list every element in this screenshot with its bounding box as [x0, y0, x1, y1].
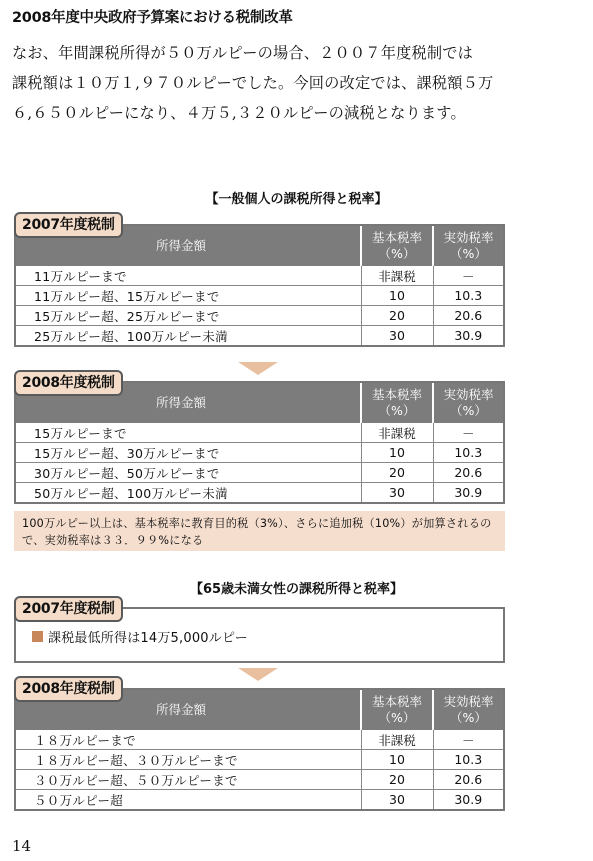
effective-rate-cell: － [433, 423, 503, 443]
column-header-income: 所得金額 [16, 226, 361, 266]
column-header-base-rate: 基本税率 （%） [361, 226, 433, 266]
section-heading: 2008年度中央政府予算案における税制改革 [12, 10, 293, 26]
column-header-income: 所得金額 [16, 383, 361, 423]
table-row [16, 266, 503, 286]
income-cell: １８万ルピー超、３０万ルピーまで [16, 750, 361, 770]
tax-table-2007-general [14, 224, 505, 347]
effective-rate-cell: 30.9 [433, 790, 503, 810]
paragraph-line: ６,６５０ルピーになり、４万５,３２０ルピーの減税となります。 [12, 104, 466, 122]
badge-2007: 2007年度税制 [14, 596, 123, 622]
table-row [16, 483, 503, 503]
down-arrow-icon [238, 362, 278, 375]
effective-rate-cell: 10.3 [433, 286, 503, 306]
income-cell: 11万ルピーまで [34, 268, 127, 284]
badge-2007: 2007年度税制 [14, 212, 123, 238]
base-rate-cell: 非課税 [361, 423, 433, 443]
effective-rate-cell: 20.6 [433, 306, 503, 326]
income-cell: ５０万ルピー超 [16, 790, 361, 810]
income-cell: １８万ルピーまで [34, 732, 136, 748]
base-rate-cell: 30 [361, 326, 433, 346]
column-header-effective-rate: 実効税率 （%） [433, 383, 503, 423]
tax-table-2008-women [14, 688, 505, 811]
income-cell: 15万ルピーまで [34, 425, 127, 441]
table-row [16, 730, 503, 750]
effective-rate-cell: － [433, 730, 503, 750]
income-cell: 15万ルピー超、25万ルピーまで [16, 306, 361, 326]
square-bullet-icon [32, 631, 43, 642]
base-rate-cell: 20 [361, 463, 433, 483]
table-caption-women: 【65歳未満女性の課税所得と税率】 [189, 582, 404, 597]
table-caption-general: 【一般個人の課税所得と税率】 [205, 192, 388, 207]
tax-table-2008-general [14, 381, 505, 504]
income-cell: 25万ルピー超、100万ルピー未満 [16, 326, 361, 346]
column-header-income: 所得金額 [16, 690, 361, 730]
base-rate-cell: 20 [361, 770, 433, 790]
column-header-base-rate: 基本税率 （%） [361, 383, 433, 423]
table-row [16, 790, 503, 810]
base-rate-cell: 10 [361, 750, 433, 770]
table-row [16, 286, 503, 306]
base-rate-cell: 10 [361, 286, 433, 306]
badge-2008: 2008年度税制 [14, 370, 123, 396]
column-header-effective-rate: 実効税率 （%） [433, 690, 503, 730]
table-row [16, 443, 503, 463]
paragraph-line: なお、年間課税所得が５０万ルピーの場合、２００７年度税制では [12, 44, 474, 62]
paragraph-line: 課税額は１０万１,９７０ルピーでした。今回の改定では、課税額５万 [12, 74, 494, 92]
column-header-base-rate: 基本税率 （%） [361, 690, 433, 730]
effective-rate-cell: － [433, 266, 503, 286]
effective-rate-cell: 30.9 [433, 326, 503, 346]
column-header-effective-rate: 実効税率 （%） [433, 226, 503, 266]
effective-rate-cell: 30.9 [433, 483, 503, 503]
effective-rate-cell: 20.6 [433, 770, 503, 790]
base-rate-cell: 20 [361, 306, 433, 326]
info-text: 課税最低所得は14万5,000ルピー [48, 631, 248, 646]
table-row [16, 326, 503, 346]
badge-2008: 2008年度税制 [14, 676, 123, 702]
table-row [16, 750, 503, 770]
rate-table [16, 690, 503, 809]
effective-rate-cell: 10.3 [433, 443, 503, 463]
base-rate-cell: 30 [361, 790, 433, 810]
base-rate-cell: 10 [361, 443, 433, 463]
footnote: 100万ルピー以上は、基本税率に教育目的税（3%）、さらに追加税（10%）が加算されるので、実効税率は３３．９９%になる [14, 511, 505, 551]
income-cell: 50万ルピー超、100万ルピー未満 [16, 483, 361, 503]
effective-rate-cell: 10.3 [433, 750, 503, 770]
rate-table [16, 226, 503, 345]
table-row [16, 423, 503, 443]
table-row [16, 306, 503, 326]
income-cell: 15万ルピー超、30万ルピーまで [16, 443, 361, 463]
down-arrow-icon [238, 668, 278, 681]
rate-table [16, 383, 503, 502]
table-row [16, 463, 503, 483]
body-paragraph [12, 38, 584, 128]
effective-rate-cell: 20.6 [433, 463, 503, 483]
income-cell: 30万ルピー超、50万ルピーまで [16, 463, 361, 483]
base-rate-cell: 30 [361, 483, 433, 503]
table-row [16, 770, 503, 790]
page-number: 14 [12, 837, 32, 855]
base-rate-cell: 非課税 [361, 266, 433, 286]
income-cell: 11万ルピー超、15万ルピーまで [16, 286, 361, 306]
base-rate-cell: 非課税 [361, 730, 433, 750]
income-cell: ３０万ルピー超、５０万ルピーまで [16, 770, 361, 790]
